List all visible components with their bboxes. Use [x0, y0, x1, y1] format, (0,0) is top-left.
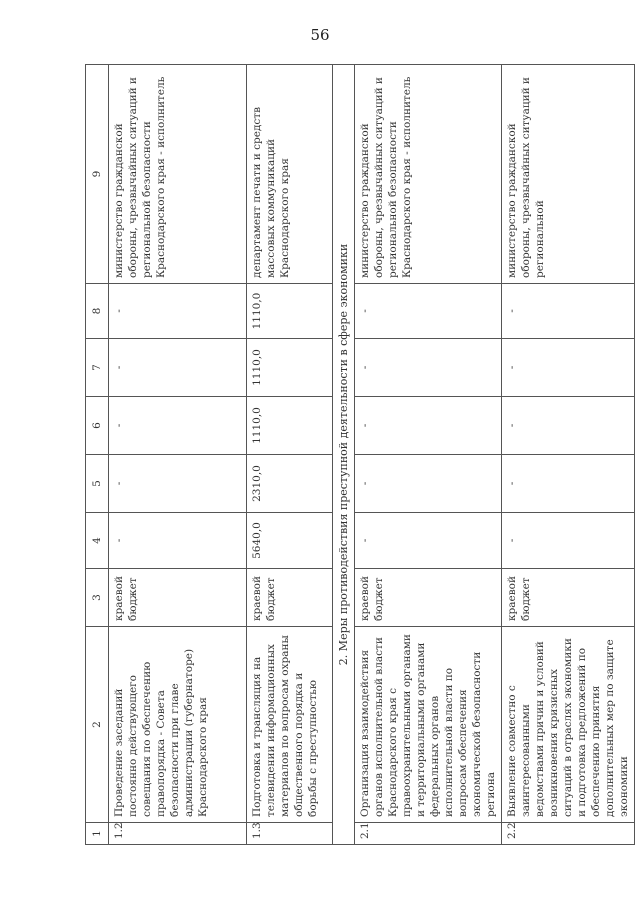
value-cell: -: [355, 284, 502, 339]
measure-description: Подготовка и трансляция на телевидении информационных материалов по вопросам охраны общественного порядка и борьбы с преступностью: [247, 627, 333, 823]
value-cell: -: [355, 339, 502, 397]
header-cell: 2: [86, 627, 109, 823]
funding-source: краевой бюджет: [109, 569, 247, 627]
header-cell: 7: [86, 339, 109, 397]
section-title: 2. Меры противодействия преступной деятельности в сфере экономики: [333, 65, 355, 845]
measure-description: Организация взаимодействия органов исполнительной власти Краснодарского края с правоохранительными органами и территориальными органами федеральных органов исполнительной власти по вопросам обеспечения экономической безопасности региона: [355, 627, 502, 823]
header-cell: 5: [86, 455, 109, 513]
section-row: [333, 65, 355, 845]
funding-source: краевой бюджет: [247, 569, 333, 627]
program-measures-table: [85, 64, 635, 845]
header-row: [86, 65, 109, 845]
measure-description: Выявление совместно с заинтересованными ведомствами причин и условий возникновения кризисных ситуаций в отраслях экономики и подготовка предложений по обеспечению принятия дополнительных мер по защите экономики: [502, 627, 635, 823]
value-cell: -: [355, 513, 502, 569]
value-cell: 2310,0: [247, 455, 333, 513]
table-row: [247, 65, 333, 845]
funding-source: краевой бюджет: [502, 569, 635, 627]
header-cell: 4: [86, 513, 109, 569]
header-cell: 8: [86, 284, 109, 339]
page-number: 56: [310, 26, 330, 44]
header-cell: 9: [86, 65, 109, 284]
header-cell: 6: [86, 397, 109, 455]
value-cell: -: [109, 455, 247, 513]
value-cell: 5640,0: [247, 513, 333, 569]
funding-source: краевой бюджет: [355, 569, 502, 627]
value-cell: 1110,0: [247, 397, 333, 455]
value-cell: 1110,0: [247, 339, 333, 397]
value-cell: -: [355, 397, 502, 455]
value-cell: -: [502, 455, 635, 513]
measure-description: Проведение заседаний постоянно действующего совещания по обеспечению правопорядка - Совета безопасности при главе администрации (губернаторе) Краснодарского края: [109, 627, 247, 823]
table-row: [355, 65, 502, 845]
value-cell: -: [502, 284, 635, 339]
rotated-table-container: [85, 65, 630, 845]
row-number: 1.2: [109, 823, 247, 845]
value-cell: -: [109, 513, 247, 569]
table-row: [109, 65, 247, 845]
table-row: [502, 65, 635, 845]
executor: министерство гражданской обороны, чрезвычайных ситуаций и региональной: [502, 65, 635, 284]
header-cell: 1: [86, 823, 109, 845]
value-cell: -: [502, 397, 635, 455]
row-number: 2.1: [355, 823, 502, 845]
value-cell: -: [502, 339, 635, 397]
executor: министерство гражданской обороны, чрезвычайных ситуаций и региональной безопасности Краснодарского края - исполнитель: [109, 65, 247, 284]
value-cell: -: [502, 513, 635, 569]
value-cell: -: [109, 339, 247, 397]
value-cell: 1110,0: [247, 284, 333, 339]
value-cell: -: [109, 284, 247, 339]
value-cell: -: [109, 397, 247, 455]
value-cell: -: [355, 455, 502, 513]
executor: министерство гражданской обороны, чрезвычайных ситуаций и региональной безопасности Краснодарского края - исполнитель: [355, 65, 502, 284]
row-number: 1.3: [247, 823, 333, 845]
row-number: 2.2: [502, 823, 635, 845]
header-cell: 3: [86, 569, 109, 627]
executor: департамент печати и средств массовых коммуникаций Краснодарского края: [247, 65, 333, 284]
